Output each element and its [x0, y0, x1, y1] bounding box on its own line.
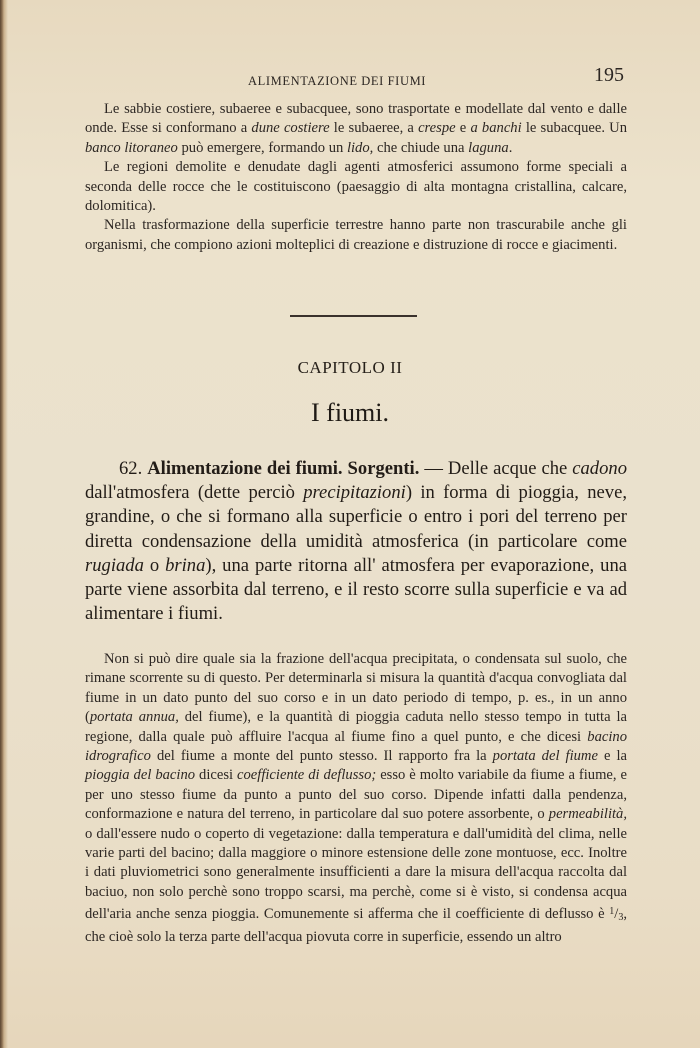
section-62: [85, 457, 627, 626]
text-run: Non si può dire quale sia la frazione dell'acqua precipitata, o condensata sul suolo, che rimane scorrente su di questo. Per determinarla si misura la quantità d'acqua convogliata dal fiume in un dato punto del suo corso e in un dato periodo di tempo, p. es., in un anno (: [85, 651, 627, 726]
text-run: Le sabbie costiere, subaeree e subacquee, sono trasportate e modellate dal vento e dalle onde. Esse si conformano a: [85, 101, 627, 137]
detail-paragraph-1: [85, 650, 627, 947]
text-run: che chiude una: [373, 139, 469, 156]
italic-term: portata del fiume: [492, 748, 598, 765]
text-run: — Delle acque che: [419, 458, 573, 479]
text-run: esso è molto variabile da fiume a fiume, e per uno stesso fiume da punto a punto del suo corso. Dipende infatti dalla pendenza, conformazione e natura del terreno, in particolare dal suo potere assorbente, o: [85, 767, 627, 823]
running-head: ALIMENTAZIONE DEI FIUMI: [248, 74, 427, 88]
italic-term: permeabilità,: [548, 806, 627, 823]
page-number: 195: [594, 64, 624, 86]
fraction-denominator: 3: [618, 912, 624, 924]
text-run: dall'atmosfera (dette perciò: [85, 482, 304, 504]
section-paragraph: [85, 457, 627, 626]
italic-term: pioggia del bacino: [85, 767, 196, 784]
italic-term: rugiada: [85, 554, 144, 576]
text-run: le subacquee. Un: [521, 120, 627, 137]
section-body: [85, 458, 627, 624]
fraction-numerator: 1: [609, 906, 615, 918]
italic-term: a banchi: [470, 120, 522, 137]
section-divider-rule: [290, 315, 417, 317]
text-run: le subaeree, a: [329, 120, 419, 137]
text-run: del fiume), e la quantità di pioggia caduta nello stesso tempo in tutta la regione, dalla quale può affluire l'acqua al fiume fino a quel punto, e che dicesi: [85, 709, 627, 745]
italic-term: laguna: [468, 139, 509, 156]
italic-term: crespe: [418, 120, 456, 137]
italic-term: dune costiere: [251, 120, 330, 137]
italic-term: lido,: [346, 139, 374, 156]
text-run: ), una parte ritorna all' atmosfera per evaporazione, una parte viene assorbita dal terreno, e il resto scorre sulla superficie e va ad alimentare i fiumi.: [85, 554, 627, 625]
chapter-title: I fiumi.: [311, 398, 389, 427]
intro-paragraph-2: Le regioni demolite e denudate dagli agenti atmosferici assumono forme speciali a seconda delle rocce che le costituiscono (paesaggio di alta montagna cristallina, calcare, dolomitica).: [85, 159, 627, 215]
text-run: e: [455, 120, 471, 137]
text-run: dicesi: [195, 767, 238, 784]
text-run: /: [614, 906, 619, 923]
italic-term: precipitazioni: [303, 482, 406, 504]
intro-paragraph-3: Nella trasformazione della superficie terrestre hanno parte non trascurabile anche gli organismi, che compiono azioni molteplici di creazione e distruzione di rocce e giacimenti.: [85, 217, 627, 253]
italic-term: bacino idrografico: [85, 728, 627, 765]
italic-term: cadono: [572, 458, 627, 479]
section-heading: Alimentazione dei fiumi. Sorgenti.: [147, 458, 420, 479]
text-run: può emergere, formando un: [177, 139, 347, 156]
italic-term: portata annua,: [89, 709, 179, 726]
text-run: .: [508, 139, 513, 156]
text-run: o dall'essere nudo o coperto di vegetazione: dalla temperatura e dall'umidità del clima, nelle varie parti del bacino; dalla maggiore o minore estensione delle zone montuose, ecc. Inoltre i dati pluviometrici sono generalmente insufficienti a dare la misura dell'acqua raccolta dal baciuo, non solo perchè sono troppo scarsi, ma perchè, come si è visto, si condensa acqua dell'aria anche senza pioggia. Comunemente si afferma che il coefficiente di deflusso è: [85, 825, 627, 923]
chapter-label: CAPITOLO II: [297, 358, 403, 377]
detail-paragraphs: [85, 650, 627, 947]
italic-term: coefficiente di deflusso;: [237, 767, 377, 784]
text-run: ) in forma di pioggia, neve, grandine, o che si formano alla superficie o entro i pori del terreno per diretta condensazione della umidità atmosferica (in particolare come: [85, 482, 627, 552]
italic-term: brina: [165, 554, 206, 576]
intro-paragraph-1: [85, 100, 627, 158]
text-run: e la: [597, 748, 627, 765]
intro-paragraphs: [85, 100, 627, 255]
text-run: , che cioè solo la terza parte dell'acqua piovuta corre in superficie, essendo un altro: [85, 906, 627, 945]
text-run: o: [143, 554, 166, 576]
section-number: 62.: [119, 458, 143, 479]
text-run: del fiume a monte del punto stesso. Il rapporto fra la: [150, 748, 493, 765]
italic-term: banco litoraneo: [85, 139, 178, 156]
